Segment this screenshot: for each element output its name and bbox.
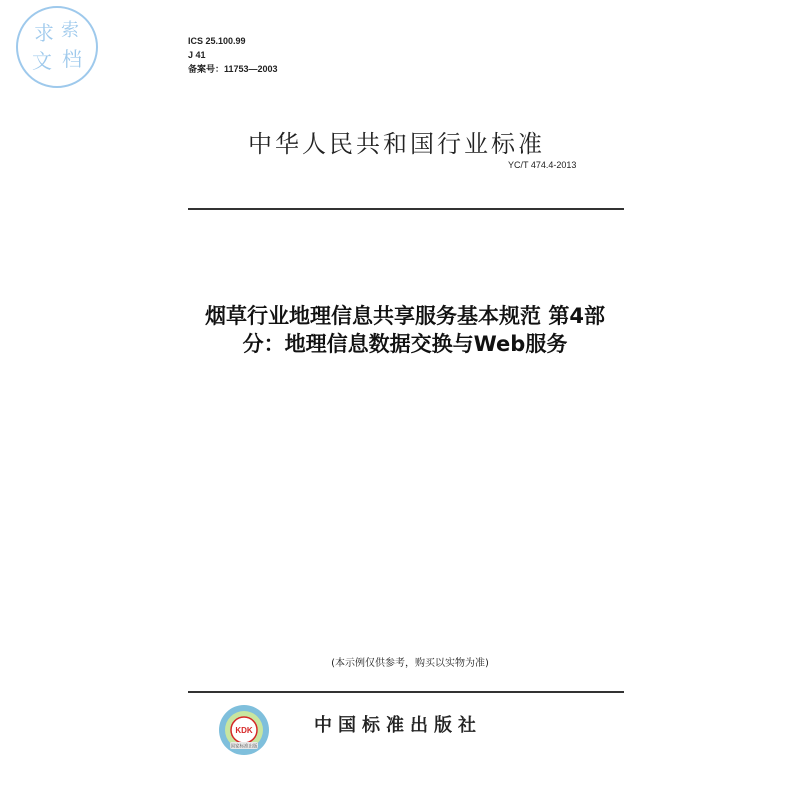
watermark-char-1: 求 xyxy=(34,21,54,45)
document-title xyxy=(170,302,640,358)
watermark-char-2: 索 xyxy=(61,20,79,41)
sample-disclaimer: (本示例仅供参考，购买以实物为准) xyxy=(331,658,489,669)
logo-caption-text: 国家标准出版 xyxy=(230,744,258,750)
publisher-logo-icon xyxy=(218,704,270,756)
metadata-block xyxy=(188,34,278,76)
classification-code: J 41 xyxy=(188,50,206,60)
bottom-divider xyxy=(188,691,624,693)
watermark-seal xyxy=(14,4,100,90)
publisher-name: 中国标准出版社 xyxy=(314,715,482,736)
top-divider xyxy=(188,208,624,210)
standard-number: YC/T 474.4-2013 xyxy=(508,160,577,170)
watermark-char-3: 文 xyxy=(32,49,52,73)
ics-code: ICS 25.100.99 xyxy=(188,36,246,46)
document-title-line-2: 分：地理信息数据交换与Web服务 xyxy=(242,332,568,356)
record-number: 备案号：11753—2003 xyxy=(188,64,278,74)
logo-mark-text: KDK xyxy=(235,726,253,735)
watermark-char-4: 档 xyxy=(62,47,82,71)
document-title-line-1: 烟草行业地理信息共享服务基本规范 第4部 xyxy=(205,304,605,328)
standard-category-heading: 中华人民共和国行业标准 xyxy=(248,130,545,158)
